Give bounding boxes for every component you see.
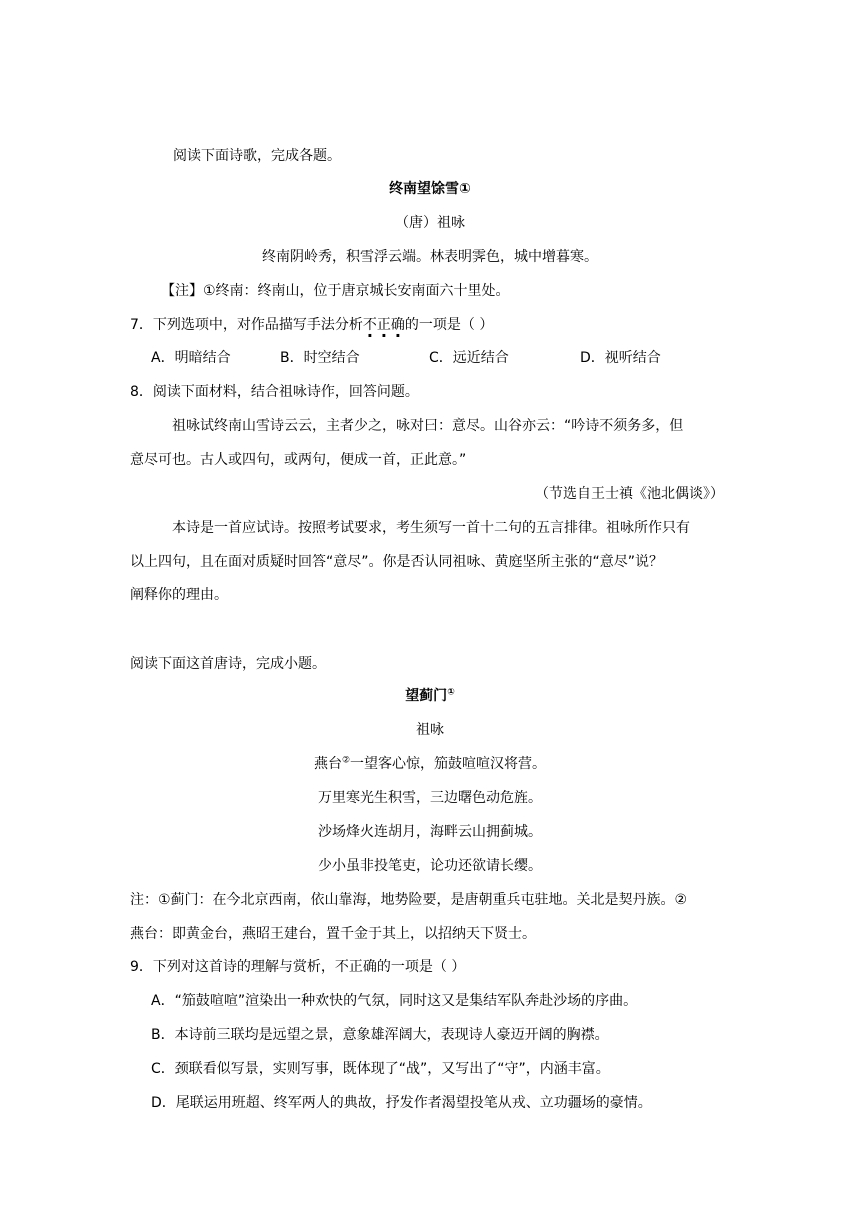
poem1-author: （唐）祖咏 <box>395 215 465 231</box>
q8-prompt-line3: 阐释你的理由。 <box>130 587 228 603</box>
q9-option-a[interactable]: A．“笳鼓喧喧”渲染出一种欢快的气氛，同时这又是集结军队奔赴沙场的序曲。 <box>151 993 638 1009</box>
q8-prompt-line1: 本诗是一首应试诗。按照考试要求，考生须写一首十二句的五言排律。祖咏所作只有 <box>172 520 690 536</box>
q8-material-line2: 意尽可也。古人或四句，或两句，便成一首，正此意。” <box>130 452 467 468</box>
q7-stem-b: 的一项是（ ） <box>404 317 494 333</box>
section2-intro: 阅读下面这首唐诗，完成小题。 <box>130 656 326 672</box>
q7-stem-a: 7．下列选项中，对作品描写手法分析 <box>130 317 363 333</box>
q9-option-d[interactable]: D．尾联运用班超、终军两人的典故，抒发作者渴望投笔从戎、立功疆场的豪情。 <box>151 1095 652 1111</box>
q9-option-c[interactable]: C．颈联看似写景，实则写事，既体现了“战”，又写出了“守”，内涵丰富。 <box>151 1061 610 1077</box>
q7-option-d[interactable]: D．视听结合 <box>580 350 661 366</box>
poem1-title: 终南望馀雪① <box>389 181 471 197</box>
poem1-note: 【注】①终南：终南山，位于唐京城长安南面六十里处。 <box>161 283 510 299</box>
q7-option-b[interactable]: B．时空结合 <box>280 350 360 366</box>
poem2-note-line1: 注：①蓟门：在今北京西南，依山靠海，地势险要，是唐朝重兵屯驻地。关北是契丹族。② <box>130 892 688 908</box>
poem2-line4: 少小虽非投笔吏，论功还欲请长缨。 <box>318 858 542 874</box>
poem2-title-note-marker: ① <box>447 687 455 698</box>
q8-stem: 8．阅读下面材料，结合祖咏诗作，回答问题。 <box>130 384 419 400</box>
q9-stem: 9．下列对这首诗的理解与赏析，不正确的一项是（ ） <box>130 959 466 975</box>
q7-option-c[interactable]: C．远近结合 <box>429 350 509 366</box>
q8-source: （节选自王士禛《池北偶谈》） <box>535 486 724 502</box>
poem2-line1 <box>0 754 860 774</box>
q7-stem-dotted-2: 正 <box>376 317 391 333</box>
poem2-author: 祖咏 <box>416 722 444 738</box>
poem2-note-line2: 燕台：即黄金台，燕昭王建台，置千金于其上，以招纳天下贤士。 <box>130 926 536 942</box>
poem2-line1-note-marker: ② <box>341 755 351 766</box>
section1-intro: 阅读下面诗歌，完成各题。 <box>173 148 341 164</box>
poem2-title-text: 望蓟门 <box>405 688 448 704</box>
poem1-text: 终南阴岭秀，积雪浮云端。林表明霁色，城中增暮寒。 <box>262 249 598 265</box>
q7-stem <box>130 315 493 335</box>
poem2-line1-a: 燕台 <box>313 756 342 772</box>
poem2-line2: 万里寒光生积雪，三边曙色动危旌。 <box>318 790 542 806</box>
poem2-line3: 沙场烽火连胡月，海畔云山拥蓟城。 <box>318 824 542 840</box>
q9-option-b[interactable]: B．本诗前三联均是远望之景，意象雄浑阔大，表现诗人豪迈开阔的胸襟。 <box>151 1027 609 1043</box>
q7-stem-dotted-3: 确 <box>390 317 405 333</box>
q7-stem-dotted-1: 不 <box>362 317 377 333</box>
poem2-line1-b: 一望客心惊，笳鼓喧喧汉将营。 <box>350 756 547 772</box>
q8-material-line1: 祖咏试终南山雪诗云云，主者少之，咏对曰：意尽。山谷亦云：“吟诗不须务多，但 <box>172 418 684 434</box>
q8-prompt-line2: 以上四句，且在面对质疑时回答“意尽”。你是否认同祖咏、黄庭坚所主张的“意尽”说？ <box>130 554 664 570</box>
poem2-title <box>0 686 860 706</box>
q7-option-a[interactable]: A．明暗结合 <box>151 350 231 366</box>
